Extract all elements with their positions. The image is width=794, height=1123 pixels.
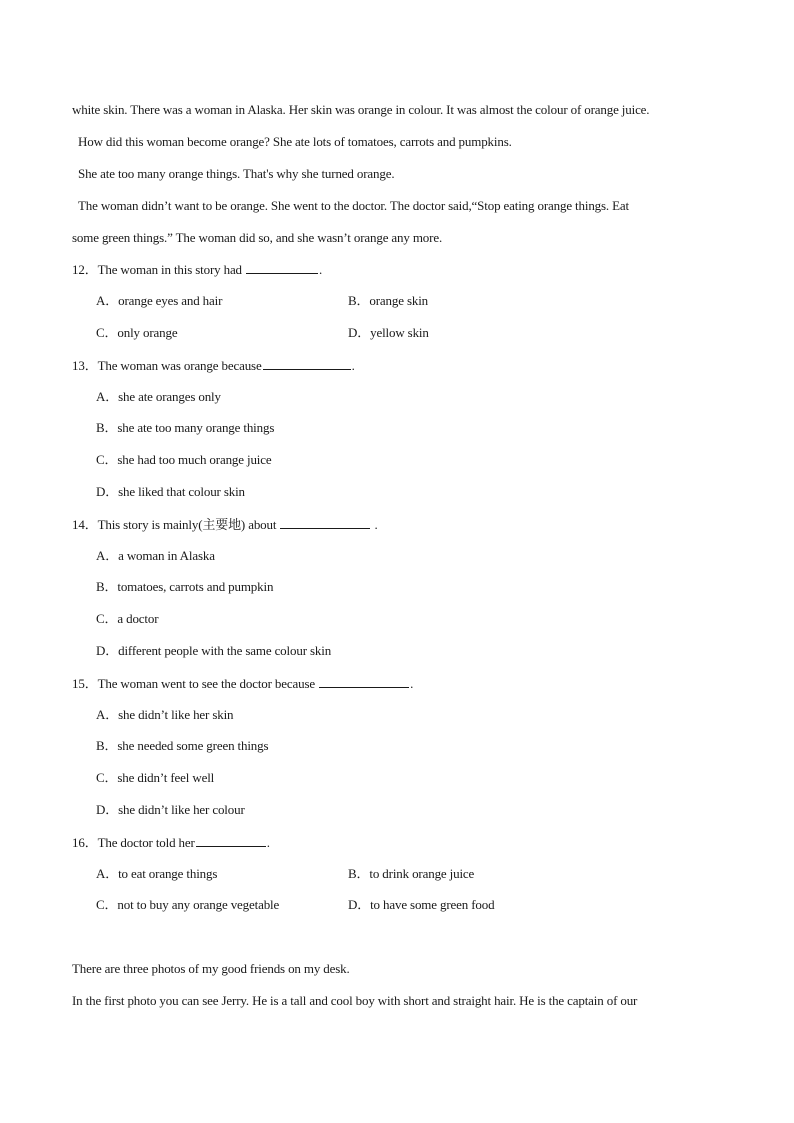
option-letter: C． [96, 325, 118, 340]
question-stem [72, 834, 270, 851]
question-number: 16． [72, 835, 98, 850]
option-letter: B． [348, 866, 370, 881]
option-letter: C． [96, 452, 118, 467]
option-c[interactable] [96, 452, 272, 468]
option-d[interactable] [348, 897, 494, 913]
option-letter: B． [348, 293, 370, 308]
option-text: not to buy any orange vegetable [117, 897, 280, 912]
option-letter: C． [96, 611, 118, 626]
question-text: The doctor told her [97, 835, 195, 850]
option-letter: A． [96, 548, 119, 563]
answer-blank[interactable] [280, 516, 370, 529]
passage-1-line: How did this woman become orange? She ate lots of tomatoes, carrots and pumpkins. [78, 134, 512, 149]
question-number: 15． [72, 676, 98, 691]
passage-1-line: white skin. There was a woman in Alaska. Her skin was orange in colour. It was almost the colour of orange juice. [72, 102, 650, 117]
passage-2-line: In the first photo you can see Jerry. He is a tall and cool boy with short and straight hair. He is the captain of our [72, 993, 638, 1008]
option-letter: D． [96, 643, 119, 658]
option-letter: C． [96, 897, 118, 912]
passage-1-line: The woman didn’t want to be orange. She went to the doctor. The doctor said,“Stop eating orange things. Eat [78, 198, 630, 213]
option-text: to have some green food [370, 897, 495, 912]
question-number: 14． [72, 517, 98, 532]
option-text: a woman in Alaska [118, 548, 215, 563]
question-end: . [351, 358, 355, 373]
option-letter: A． [96, 707, 119, 722]
question-stem [72, 261, 322, 278]
question-end: . [319, 262, 323, 277]
passage-2-line: There are three photos of my good friends on my desk. [72, 961, 350, 976]
option-letter: D． [96, 802, 119, 817]
option-text: she liked that colour skin [118, 484, 245, 499]
option-letter: D． [96, 484, 119, 499]
question-number: 12． [72, 262, 98, 277]
option-text: she ate too many orange things [117, 420, 275, 435]
option-b[interactable] [96, 579, 273, 595]
option-letter: A． [96, 866, 119, 881]
option-text: she didn’t feel well [117, 770, 215, 785]
option-a[interactable] [96, 707, 233, 723]
option-text: she had too much orange juice [117, 452, 272, 467]
answer-blank[interactable] [246, 261, 318, 274]
option-d[interactable] [96, 643, 331, 659]
question-text: The woman went to see the doctor because [97, 676, 316, 691]
option-text: to eat orange things [118, 866, 218, 881]
question-stem [72, 357, 355, 374]
option-d[interactable] [96, 484, 245, 500]
option-c[interactable] [96, 770, 214, 786]
question-end: . [266, 835, 270, 850]
option-letter: A． [96, 389, 119, 404]
option-c[interactable] [96, 611, 158, 627]
option-letter: B． [96, 579, 118, 594]
option-text: a doctor [117, 611, 159, 626]
option-d[interactable] [348, 325, 429, 341]
passage-1-line: She ate too many orange things. That's why she turned orange. [78, 166, 395, 181]
option-letter: A． [96, 293, 119, 308]
question-stem [72, 675, 413, 692]
answer-blank[interactable] [196, 834, 266, 847]
question-text: The woman in this story had [97, 262, 242, 277]
option-text: tomatoes, carrots and pumpkin [117, 579, 274, 594]
option-a[interactable] [96, 293, 222, 309]
option-text: different people with the same colour skin [118, 643, 332, 658]
option-text: she ate oranges only [118, 389, 221, 404]
option-text: to drink orange juice [369, 866, 475, 881]
option-a[interactable] [96, 866, 217, 882]
option-text: only orange [117, 325, 178, 340]
option-b[interactable] [348, 866, 474, 882]
option-letter: B． [96, 738, 118, 753]
question-text: The woman was orange because [97, 358, 262, 373]
option-text: she didn’t like her colour [118, 802, 245, 817]
question-number: 13． [72, 358, 98, 373]
option-a[interactable] [96, 389, 221, 405]
question-end: . [410, 676, 414, 691]
option-b[interactable] [348, 293, 428, 309]
option-letter: D． [348, 897, 371, 912]
option-c[interactable] [96, 897, 279, 913]
option-a[interactable] [96, 548, 215, 564]
option-text: she didn’t like her skin [118, 707, 234, 722]
option-text: she needed some green things [117, 738, 269, 753]
answer-blank[interactable] [319, 675, 409, 688]
question-text: This story is mainly(主要地) about [97, 517, 277, 532]
question-end: . [371, 517, 378, 532]
option-c[interactable] [96, 325, 177, 341]
option-b[interactable] [96, 420, 274, 436]
passage-1-line: some green things.” The woman did so, and she wasn’t orange any more. [72, 230, 443, 245]
option-b[interactable] [96, 738, 268, 754]
option-letter: B． [96, 420, 118, 435]
option-d[interactable] [96, 802, 245, 818]
answer-blank[interactable] [263, 357, 351, 370]
option-letter: C． [96, 770, 118, 785]
question-stem [72, 516, 378, 533]
option-text: orange skin [369, 293, 429, 308]
option-text: yellow skin [370, 325, 429, 340]
option-letter: D． [348, 325, 371, 340]
option-text: orange eyes and hair [118, 293, 223, 308]
